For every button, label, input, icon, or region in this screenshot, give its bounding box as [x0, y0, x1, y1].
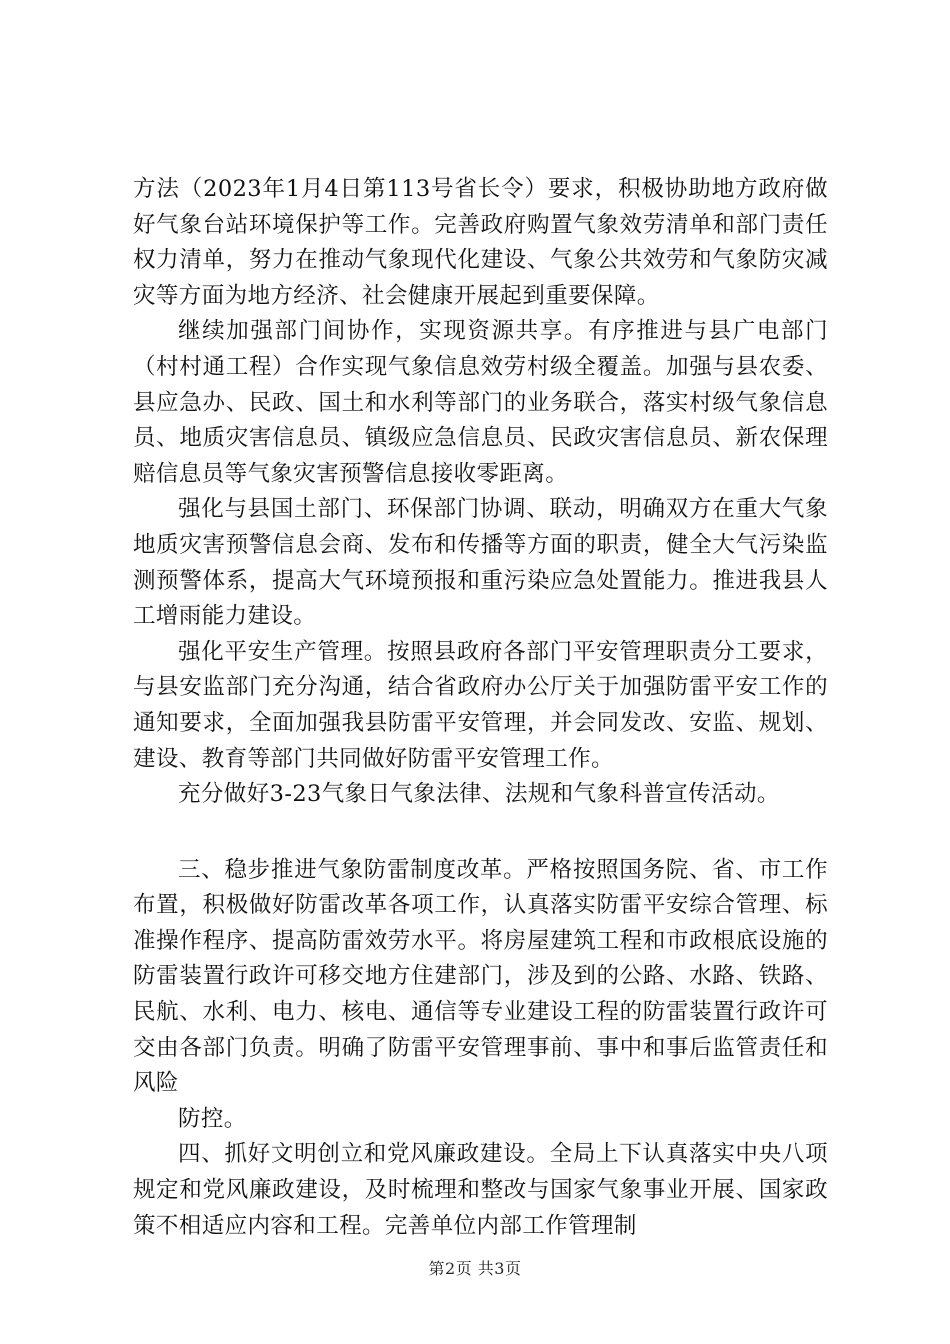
paragraph-safety-management: 强化平安生产管理。按照县政府各部门平安管理职责分工要求，与县安监部门充分沟通，结合省政府办公厅关于加强防雷平安工作的通知要求，全面加强我县防雷平安管理，并会同发改、安监、规划、建设、教育等部门共同做好防雷平安管理工作。 — [133, 638, 828, 772]
paragraph-prevention: 防控。 — [178, 1105, 247, 1132]
paragraph-weather-day: 充分做好3-23气象日气象法律、法规和气象科普宣传活动。 — [178, 781, 780, 808]
paragraph-section-four: 四、抓好文明创立和党风廉政建设。全局上下认真落实中央八项规定和党风廉政建设，及时梳理和整改与国家气象事业开展、国家政策不相适应内容和工程。完善单位内部工作管理制 — [133, 1141, 828, 1239]
paragraph-land-environment: 强化与县国土部门、环保部门协调、联动，明确双方在重大气象地质灾害预警信息会商、发布和传播等方面的职责，健全大气污染监测预警体系，提高大气环境预报和重污染应急处置能力。推进我县人工增雨能力建设。 — [133, 496, 828, 630]
paragraph-continuation: 方法（2023年1月4日第113号省长令）要求，积极协助地方政府做好气象台站环境保护等工作。完善政府购置气象效劳清单和部门责任权力清单，努力在推动气象现代化建设、气象公共效劳和气象防灾减灾等方面为地方经济、社会健康开展起到重要保障。 — [133, 176, 828, 309]
document-body — [133, 172, 828, 1244]
paragraph-cooperation: 继续加强部门间协作，实现资源共享。有序推进与县广电部门（村村通工程）合作实现气象信息效劳村级全覆盖。加强与县农委、县应急办、民政、国土和水利等部门的业务联合，落实村级气象信息员、地质灾害信息员、镇级应急信息员、民政灾害信息员、新农保理赔信息员等气象灾害预警信息接收零距离。 — [133, 318, 828, 487]
page-footer: 第2页 共3页 — [428, 1259, 522, 1278]
paragraph-section-three: 三、稳步推进气象防雷制度改革。严格按照国务院、省、市工作布置，积极做好防雷改革各项工作，认真落实防雷平安综合管理、标准操作程序、提高防雷效劳水平。将房屋建筑工程和市政根底设施的防雷装置行政许可移交地方住建部门，涉及到的公路、水路、铁路、民航、水利、电力、核电、通信等专业建设工程的防雷装置行政许可交由各部门负责。明确了防雷平安管理事前、事中和事后监管责任和风险 — [133, 856, 828, 1097]
paragraph-gap — [133, 813, 828, 853]
